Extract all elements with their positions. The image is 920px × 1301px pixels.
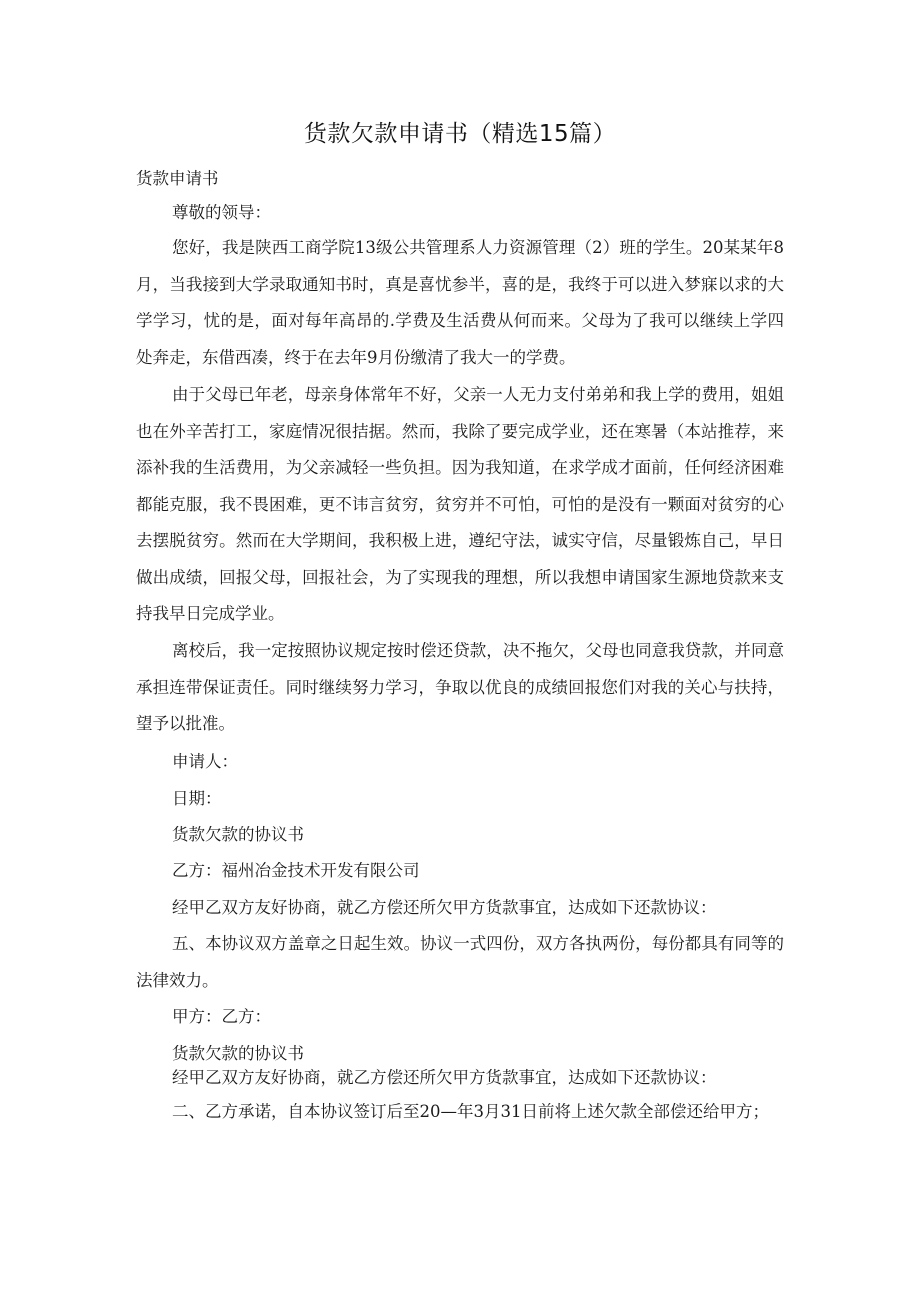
agreement-2-heading: 货款欠款的协议书 — [172, 1044, 304, 1063]
paragraph-2: 由于父母已年老，母亲身体常年不好，父亲一人无力支付弟弟和我上学的费用，姐姐也在外辛苦打工，家庭情况很拮据。然而，我除了要完成学业，还在寒暑（本站推荐，来添补我的生活费用，为父亲减轻一些负担。因为我知道，在求学成才面前，任何经济困难都能克服，我不畏困难，更不讳言贫穷，贫穷并不可怕，可怕的是没有一颗面对贫穷的心去摆脱贫穷。然而在大学期间，我积极上进，遵纪守法，诚实守信，尽量锻炼自己，早日做出成绩，回报父母，回报社会，为了实现我的理想，所以我想申请国家生源地贷款来支持我早日完成学业。 — [136, 385, 784, 623]
applicant-line: 申请人： — [172, 752, 238, 771]
agreement-2-intro: 经甲乙双方友好协商，就乙方偿还所欠甲方货款事宜，达成如下还款协议： — [172, 1068, 717, 1087]
date-line: 日期： — [172, 789, 222, 808]
paragraph-1: 您好，我是陕西工商学院13级公共管理系人力资源管理（2）班的学生。20某某年8月，当我接到大学录取通知书时，真是喜忧参半，喜的是，我终于可以进入梦寐以求的大学学习，忧的是，面对每年高昂的.学费及生活费从何而来。父母为了我可以继续上学四处奔走，东借西凑，终于在去年9月份缴清了我大一的学费。 — [136, 238, 784, 367]
agreement-1-heading: 货款欠款的协议书 — [172, 825, 304, 844]
agreement-1-party-b: 乙方：福州冶金技术开发有限公司 — [172, 861, 420, 880]
agreement-1-clause-5: 五、本协议双方盖章之日起生效。协议一式四份，双方各执两份，每份都具有同等的法律效力。 — [136, 934, 784, 990]
agreement-1-signatures: 甲方：乙方： — [172, 1007, 271, 1026]
agreement-2-clause-2: 二、乙方承诺，自本协议签订后至20—年3月31日前将上述欠款全部偿还给甲方； — [172, 1102, 769, 1121]
salutation: 尊敬的领导： — [172, 203, 271, 222]
agreement-1-intro: 经甲乙双方友好协商，就乙方偿还所欠甲方货款事宜，达成如下还款协议： — [172, 898, 717, 917]
subheading: 货款申请书 — [136, 169, 219, 188]
paragraph-3: 离校后，我一定按照协议规定按时偿还贷款，决不拖欠，父母也同意我贷款，并同意承担连带保证责任。同时继续努力学习，争取以优良的成绩回报您们对我的关心与扶持，望予以批准。 — [136, 641, 784, 733]
document-title: 货款欠款申请书（精选15篇） — [303, 121, 617, 147]
